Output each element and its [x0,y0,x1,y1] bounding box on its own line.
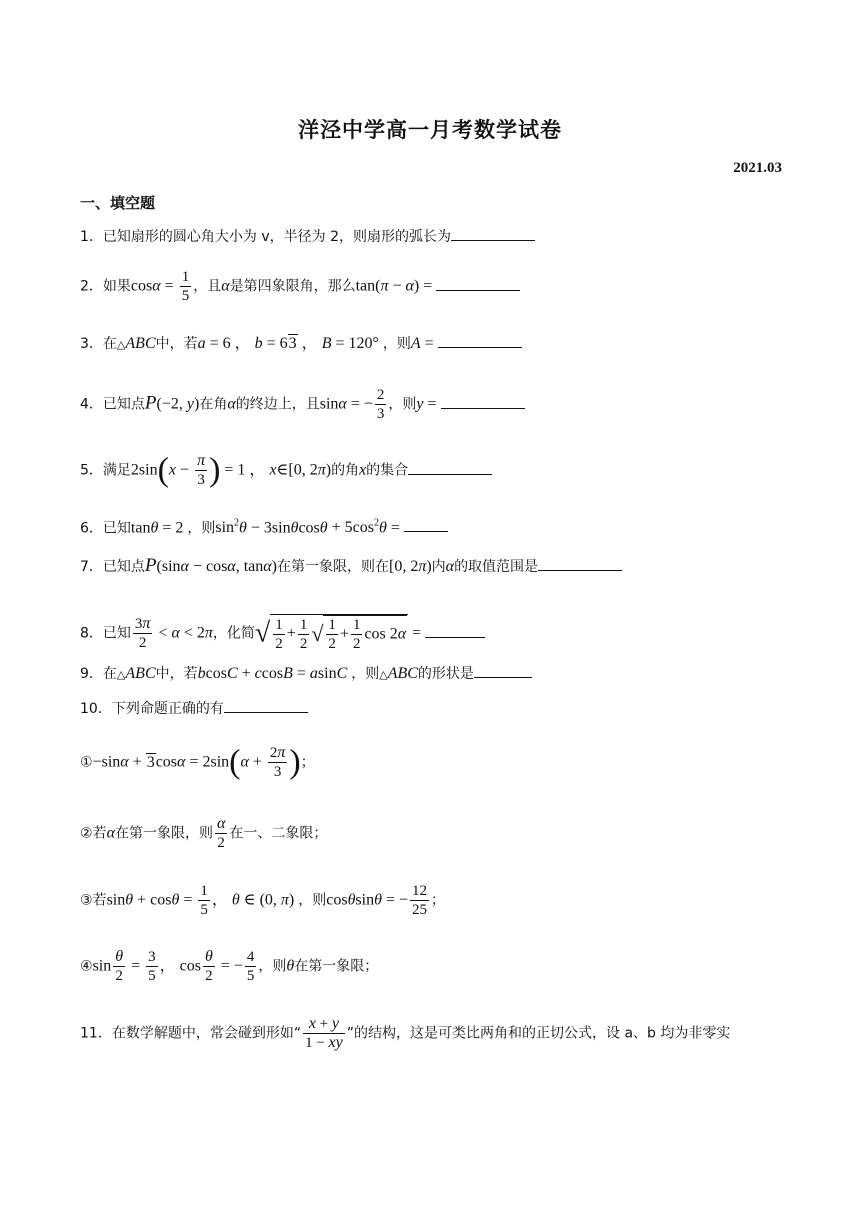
proposition-3-mid: ，则 [298,892,327,909]
question-10 [80,698,308,719]
proposition-2-mid: 在第一象限，则 [114,825,213,842]
answer-blank [438,333,522,348]
answer-blank [224,698,308,713]
question-2-num: 2．如果 [80,278,131,295]
exam-date: 2021.03 [733,160,782,176]
proposition-4-then: ，则 [258,958,287,975]
question-3-tail: ，则 [382,336,411,352]
question-1 [80,226,535,247]
answer-blank [425,623,485,638]
proposition-2-tail: 在一、二象限； [229,825,328,842]
question-7: 7．已知点P(sinα − cosα, tanα)在第一象限，则在[0, 2π)内α的取值范围是 [80,556,622,577]
answer-blank [404,517,448,532]
question-2-tail: 是第四象限角，那么 [229,278,356,295]
section-heading: 一、填空题 [80,194,156,212]
question-1-text: 1．已知扇形的圆心角大小为 v，半径为 2，则扇形的弧长为 [80,229,451,245]
question-6: 6．已知tanθ = 2 ，则$\sin^2\theta - 3\sin\theta\cos\theta + 5\cos^2\theta$ = [80,514,448,538]
question-4: 4．已知点P(−2, y)在角α的终边上，且sinα = − $\frac{2}{3}$ ，则y = [80,386,525,423]
answer-blank [451,226,535,241]
answer-blank [538,556,622,571]
proposition-4: ④sin $\frac{\theta}{2}$ = $\frac{3}{5}$ ， cos $\frac{\theta}{2}$ = − $\frac{4}{5}$ ，则θ在第一象限； [80,948,379,984]
question-4-mid: 在角 [199,396,228,413]
proposition-2: ②若α在第一象限，则 $\frac{\alpha}{2}$ 在一、二象限； [80,815,328,851]
question-8: 8．已知 $\frac{3\pi}{2}$ < α < 2π，化简√ $\frac{1}{2}$ + $\frac{1}{2}$ √ $\frac{1}{2}$ + $\frac{1}{2}$ cos 2α = [80,614,485,653]
question-5-tail2: 的集合 [366,462,409,479]
question-9-num: 9．在 [80,666,117,682]
question-5-tail: 的角 [331,462,360,479]
answer-blank [474,663,532,678]
question-7-tail: 的取值范围是 [454,559,539,575]
question-10-text: 10．下列命题正确的有 [80,701,224,717]
answer-blank [436,276,520,291]
question-5: 5．满足2sin(x − $\frac{\pi}{3}$ ) = 1 ， x∈[0, 2π)的角x的集合 [80,452,492,489]
question-3: 3．在△ABC中，若a = 6 ， b = 63 ， B = 120° ，则A = [80,333,522,355]
question-6-tail: ，则 [187,520,216,537]
question-4-mid2: 的终边上，且 [235,396,320,413]
question-9-mid2: ，则 [351,666,380,682]
question-11-text: 11．在数学解题中，常会碰到形如“ [80,1025,302,1042]
proposition-3: ③若sinθ + cosθ = $\frac{1}{5}$ ， θ ∈ (0, π) ，则cosθsinθ = − $\frac{12}{25}$ ； [80,883,445,918]
question-9: 9．在△ABC中，若bcosC + ccosB = asinC ，则△ABC的形状是 [80,663,532,685]
question-2: 2．如果cosα = $\frac{1}{5}$ ，且α是第四象限角，那么tan(π − α) = [80,268,520,305]
question-3-cond: 中，若 [155,336,198,352]
proposition-4-tail: 在第一象限； [294,958,379,975]
proposition-2-label: ②若 [80,825,107,842]
question-9-tail: 的形状是 [417,666,474,682]
question-8-num: 8．已知 [80,625,131,642]
question-9-mid: 中，若 [155,666,198,682]
question-6-num: 6．已知 [80,520,131,537]
question-2-mid: ，且 [193,278,222,295]
question-4-num: 4．已知点 [80,396,145,413]
proposition-3-label: ③若 [80,892,107,909]
question-7-num: 7．已知点 [80,559,145,575]
proposition-1-label: ① [80,754,93,771]
question-7-mid: 在第一象限，则在 [276,559,389,575]
exam-title: 洋泾中学高一月考数学试卷 [298,118,562,142]
question-5-num: 5．满足 [80,462,131,479]
question-3-num: 3．在 [80,336,117,352]
question-11: 11．在数学解题中，常会碰到形如“ $\frac{x + y}{1 - xy}$ ”的结构，这是可类比两角和的正切公式，设 a、b 均为非零实 [80,1015,731,1051]
question-7-mid2: 内 [431,559,446,575]
question-4-tail: ，则 [388,396,417,413]
question-11-tail: ”的结构，这是可类比两角和的正切公式，设 a、b 均为非零实 [346,1025,731,1042]
answer-blank [408,460,492,475]
proposition-4-label: ④ [80,958,93,975]
answer-blank [441,394,525,409]
question-8-tail: ，化简 [212,625,255,642]
proposition-1: ①−sinα + 3cosα = 2sin(α + $\frac{2\pi}{3}$ )； [80,743,315,781]
